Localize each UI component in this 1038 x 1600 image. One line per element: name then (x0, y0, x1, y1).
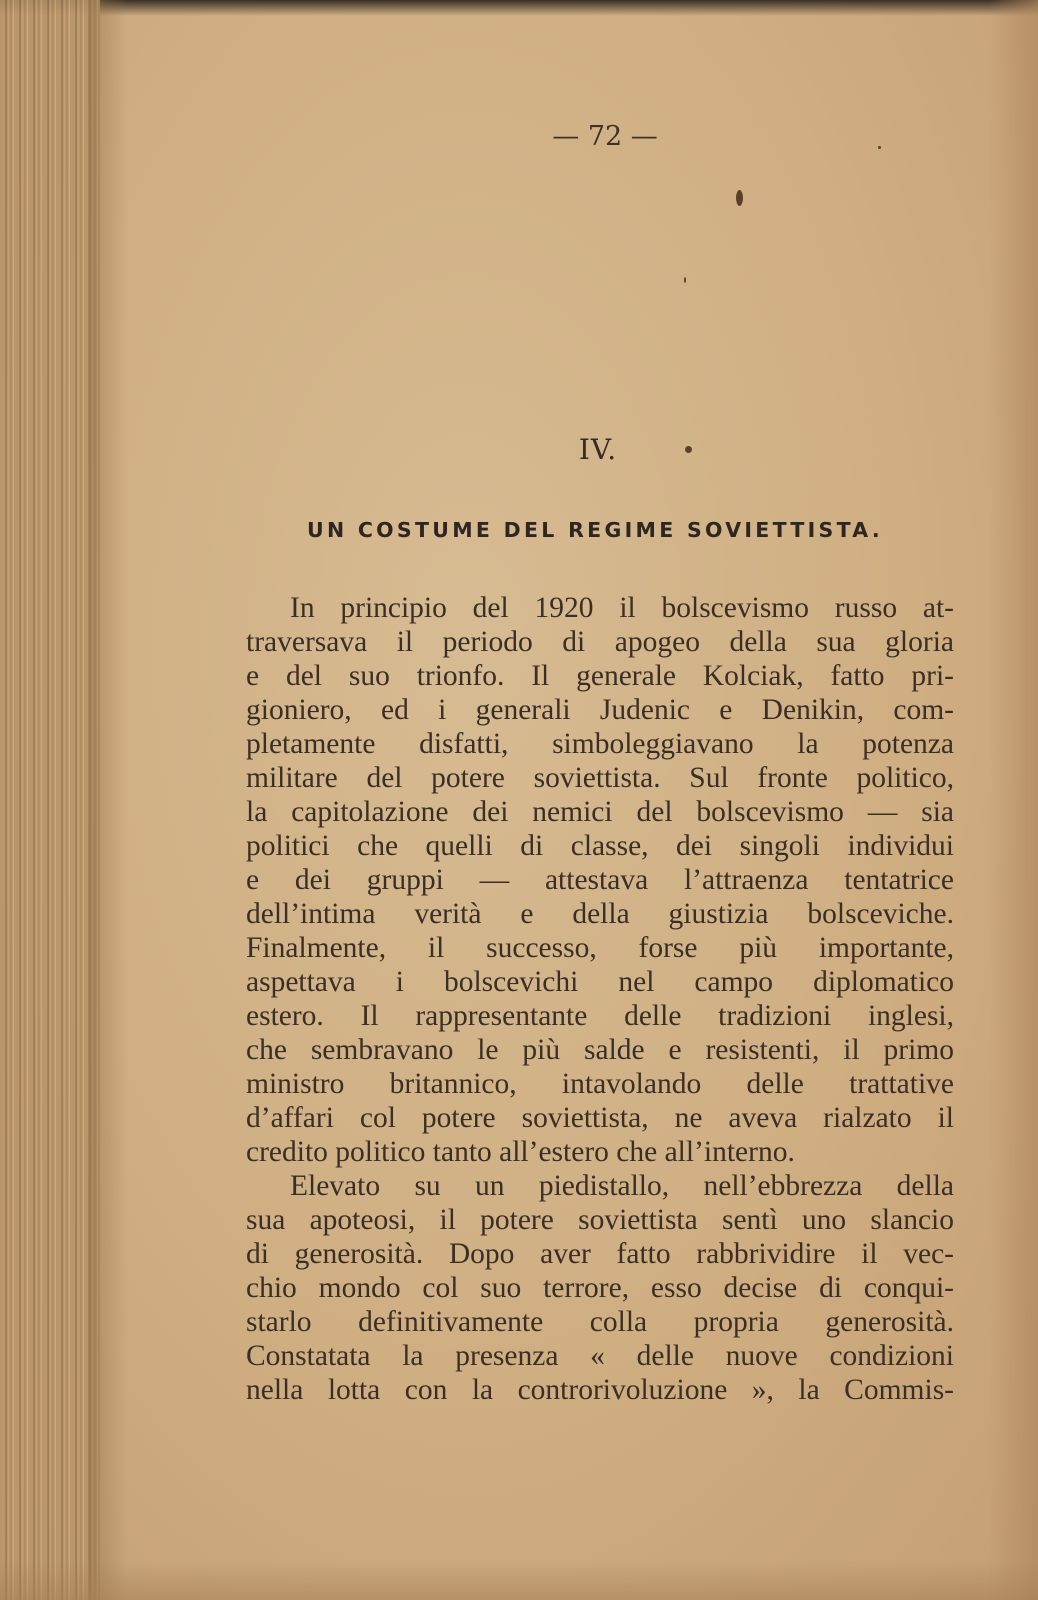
paper-speck (684, 277, 686, 283)
text-line: traversava il periodo di apogeo della sua gloria (246, 626, 954, 658)
right-page-edge (988, 0, 1038, 1600)
chapter-title: UN COSTUME DEL REGIME SOVIETTISTA. (307, 518, 883, 542)
text-line: di generosità. Dopo aver fatto rabbrividire il vec- (246, 1238, 954, 1270)
text-line: politici che quelli di classe, dei singoli individui (246, 830, 954, 862)
text-line: Finalmente, il successo, forse più importante, (246, 932, 954, 964)
text-line: sua apoteosi, il potere soviettista sentì uno slancio (246, 1204, 954, 1236)
text-line: militare del potere soviettista. Sul fronte politico, (246, 762, 954, 794)
text-line: In principio del 1920 il bolscevismo russo at- (290, 592, 954, 624)
book-spine-edge (0, 0, 100, 1600)
page-number: — 72 — (552, 121, 658, 152)
text-line: gioniero, ed i generali Judenic e Denikin, com- (246, 694, 954, 726)
spine-shadow (88, 0, 128, 1600)
text-line: chio mondo col suo terrore, esso decise di conqui- (246, 1272, 954, 1304)
text-line: e del suo trionfo. Il generale Kolciak, fatto pri- (246, 660, 954, 692)
bottom-page-edge (0, 1560, 1038, 1600)
top-edge-shadow (0, 0, 1038, 16)
text-line: pletamente disfatti, simboleggiavano la potenza (246, 728, 954, 760)
paper-speck (736, 190, 743, 206)
text-line: nella lotta con la controrivoluzione », la Commis- (246, 1374, 954, 1406)
text-line: la capitolazione dei nemici del bolscevismo — sia (246, 796, 954, 828)
text-line: dell’intima verità e della giustizia bolsceviche. (246, 898, 954, 930)
text-line: che sembravano le più salde e resistenti, il primo (246, 1034, 954, 1066)
body-text (246, 591, 954, 1407)
text-line: e dei gruppi — attestava l’attraenza tentatrice (246, 864, 954, 896)
text-line: starlo definitivamente colla propria generosità. (246, 1306, 954, 1338)
text-line: Constatata la presenza « delle nuove condizioni (246, 1340, 954, 1372)
text-line: estero. Il rappresentante delle tradizioni inglesi, (246, 1000, 954, 1032)
text-line: Elevato su un piedistallo, nell’ebbrezza della (290, 1170, 954, 1202)
text-line: credito politico tanto all’estero che all’interno. (246, 1136, 795, 1168)
text-line: ministro britannico, intavolando delle trattative (246, 1068, 954, 1100)
text-line: aspettava i bolscevichi nel campo diplomatico (246, 966, 954, 998)
text-line: d’affari col potere soviettista, ne aveva rialzato il (246, 1102, 954, 1134)
chapter-number: IV. (578, 433, 618, 466)
